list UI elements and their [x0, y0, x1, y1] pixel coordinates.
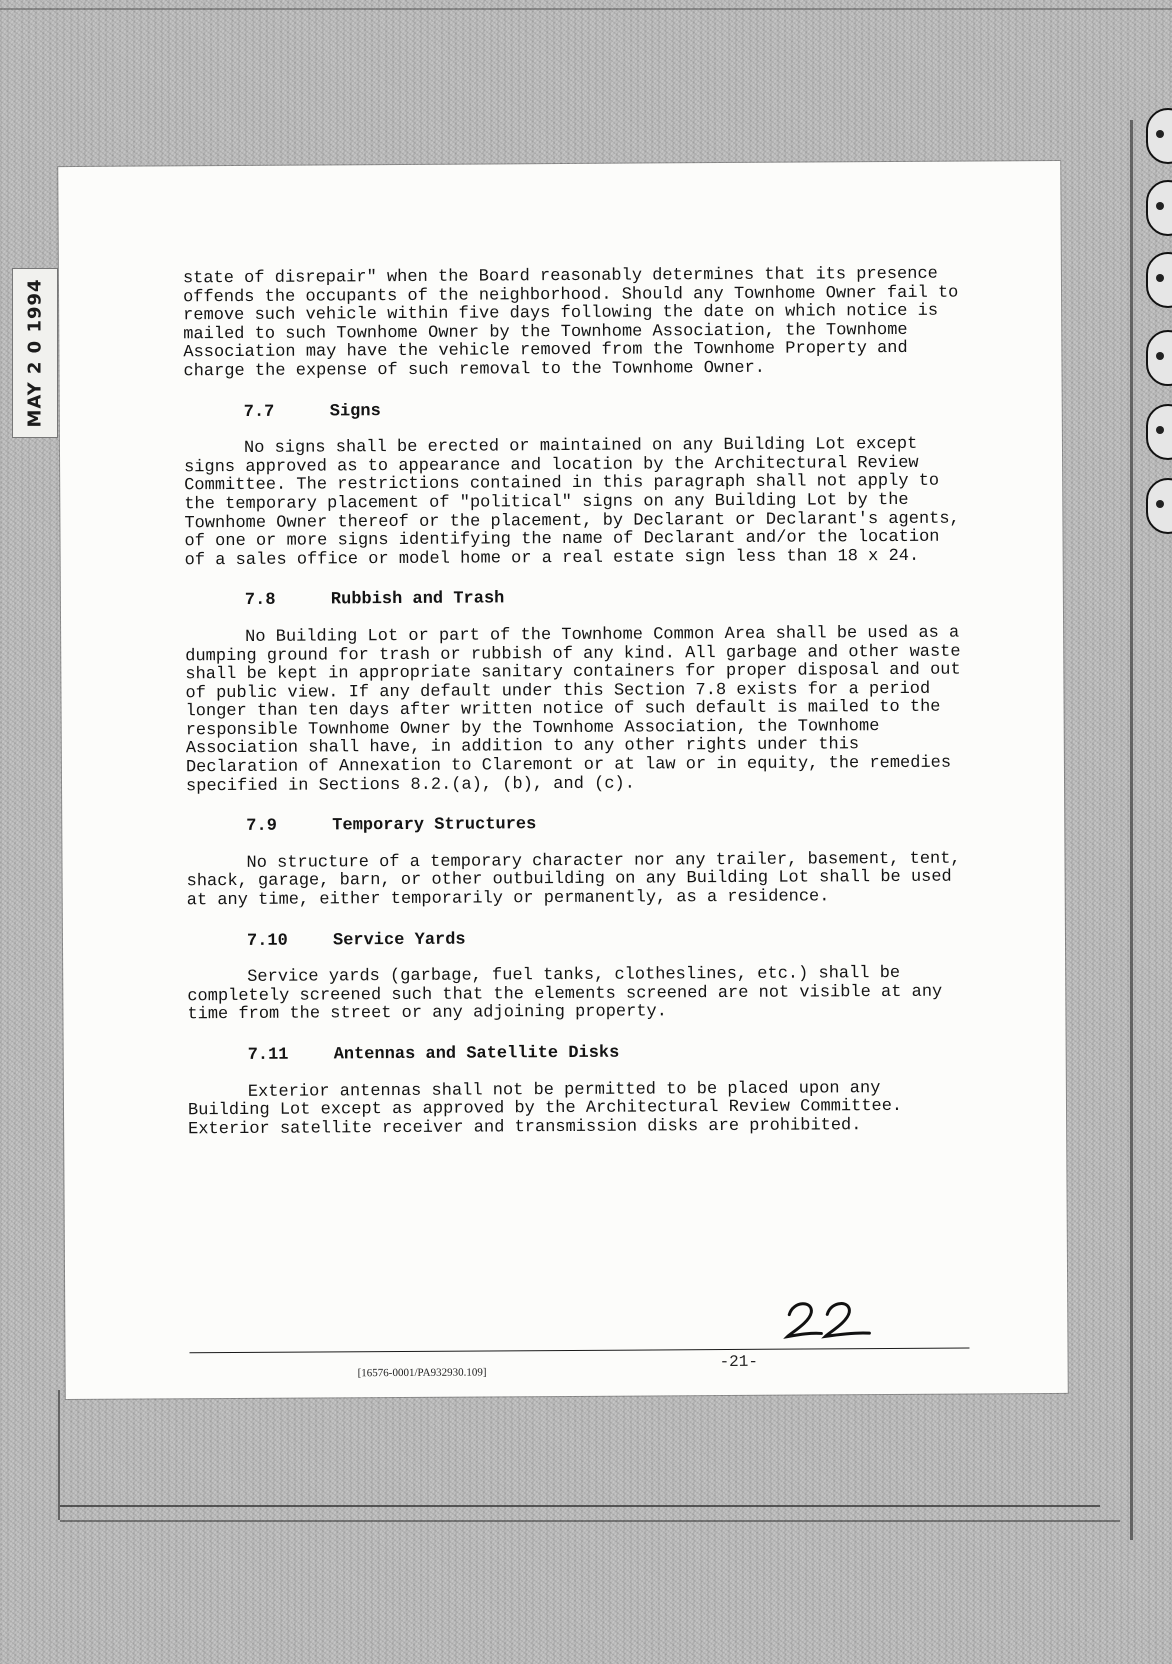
section-heading-7-7	[184, 399, 964, 422]
scan-border-left	[58, 1390, 60, 1520]
section-number: 7.10	[246, 931, 288, 951]
section-body-7-9: No structure of a temporary character nor any trailer, basement, tent, shack, garage, barn, or other outbuilding on any Building Lot shall be used at any time, either temporarily or permanently, as a residence.	[186, 849, 961, 911]
page-number: -21-	[719, 1352, 759, 1372]
section-title: Antennas and Satellite Disks	[333, 1043, 620, 1065]
section-heading-7-10	[187, 928, 967, 951]
section-body-7-7: No signs shall be erected or maintained on any Building Lot except signs approved as to appearance and location by the Architectural Review Committee. The restrictions contained in this paragraph shall not apply to the temporary placement of "political" signs on any Building Lot by the Townhome Owner thereof or the placement, by Declarant or Declarant's agents, of one or more signs identifying the name of Declarant and/or the location of a sales office or model home or a real estate sign less than 18 x 24.	[184, 434, 960, 571]
film-hole-icon	[1146, 252, 1172, 308]
section-number: 7.9	[246, 816, 277, 837]
footer-rule	[189, 1348, 969, 1354]
section-body-7-10: Service yards (garbage, fuel tanks, clotheslines, etc.) shall be completely screened such that the elements screened are not visible at any time from the street or any adjoining property.	[187, 964, 943, 1025]
intro-paragraph: state of disrepair" when the Board reasonably determines that its presence offends the occupants of the neighborhood. Should any Townhome Owner fail to remove such vehicle within five days following the date on which notice is mailed to such Townhome Owner by the Townhome Association, the Townhome Association may have the vehicle removed from the Townhome Property and charge the expense of such removal to the Townhome Owner.	[182, 264, 959, 382]
handwritten-number	[783, 1292, 873, 1343]
document-id: [16576-0001/PA932930.109]	[357, 1366, 487, 1380]
scan-border-top	[0, 8, 1172, 10]
film-hole-icon	[1146, 180, 1172, 236]
scan-border-right	[1130, 120, 1133, 1540]
section-heading-7-11	[188, 1043, 968, 1066]
section-number: 7.8	[244, 591, 276, 611]
section-title: Temporary Structures	[332, 815, 537, 836]
page-footer	[189, 1348, 969, 1383]
section-heading-7-9	[186, 814, 966, 837]
film-hole-icon	[1146, 478, 1172, 534]
section-title: Service Yards	[332, 930, 466, 951]
document-page	[58, 161, 1068, 1399]
film-hole-icon	[1146, 404, 1172, 460]
scan-border-bottom	[60, 1505, 1100, 1507]
page-body	[183, 266, 968, 1140]
section-body-7-11: Exterior antennas shall not be permitted to be placed upon any Building Lot except as approved by the Architectural Review Committee. Exterior satellite receiver and transmission disks are prohibited.	[187, 1078, 903, 1140]
section-number: 7.11	[247, 1045, 289, 1065]
section-title: Rubbish and Trash	[330, 589, 505, 610]
section-heading-7-8	[185, 588, 965, 611]
section-number: 7.7	[243, 402, 275, 422]
film-hole-icon	[1146, 108, 1172, 164]
stamp-date-text: MAY 2 0 1994	[24, 278, 46, 428]
scan-border-bottom-inner	[60, 1520, 1120, 1522]
section-title: Signs	[329, 401, 381, 421]
section-body-7-8: No Building Lot or part of the Townhome Common Area shall be used as a dumping ground for trash or rubbish of any kind. All garbage and other waste shall be kept in appropriate sanitary containers for proper disposal and out of public view. If any default under this Section 7.8 exists for a period longer than ten days after written notice of such default is mailed to the responsible Townhome Owner by the Townhome Association, the Townhome Association shall have, in addition to any other rights under this Declaration of Annexation to Claremont or at law or in equity, the remedies specified in Sections 8.2.(a), (b), and (c).	[185, 623, 961, 796]
recording-date-stamp	[12, 268, 58, 438]
film-hole-icon	[1146, 330, 1172, 386]
